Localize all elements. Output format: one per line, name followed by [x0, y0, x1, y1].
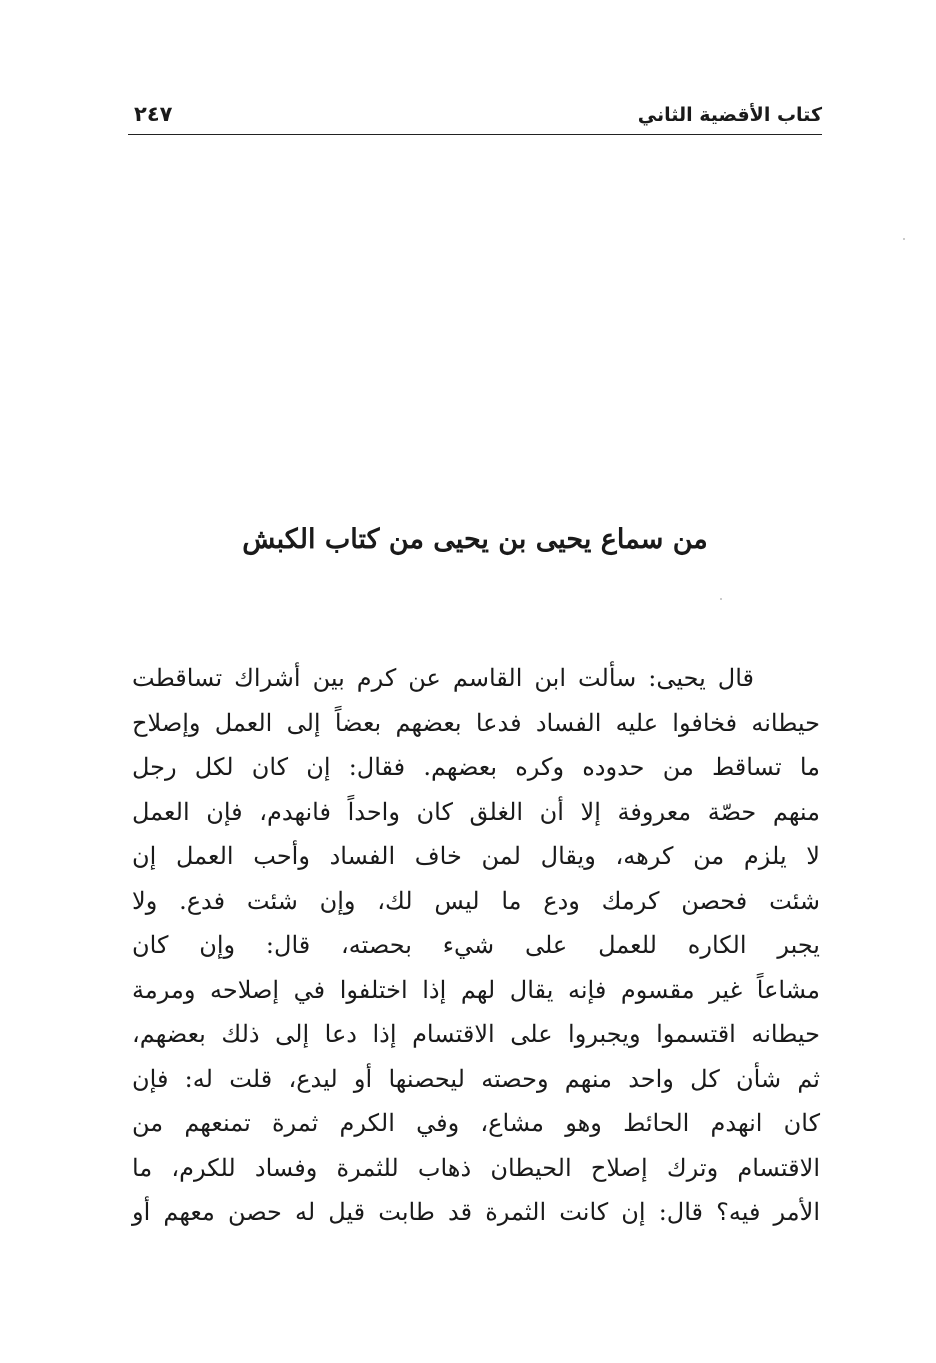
text-line: يجبر الكاره للعمل على شيء بحصته، قال: وإن كان [132, 931, 820, 959]
running-title: كتاب الأقضية الثاني [637, 104, 822, 126]
scan-speck [903, 238, 905, 240]
body-text [132, 656, 820, 1235]
text-line: حيطانه فخافوا عليه الفساد فدعا بعضهم بعضاً إلى العمل وإصلاح [132, 708, 820, 737]
text-line: لا يلزم من كرهه، ويقال لمن خاف الفساد وأحب العمل إن [132, 842, 820, 870]
text-line: قال يحيى: سألت ابن القاسم عن كرم بين أشراك تساقطت [132, 664, 754, 692]
page-header [128, 100, 822, 135]
section-title: من سماع يحيى بن يحيى من كتاب الكبش [242, 524, 708, 555]
text-line: منهم حصّة معروفة إلا أن الغلق كان واحداً فانهدم، فإن العمل [132, 797, 820, 826]
text-line: حيطانه اقتسموا ويجبروا على الاقتسام إذا دعا إلى ذلك بعضهم، [132, 1020, 820, 1048]
text-line: كان انهدم الحائط وهو مشاع، وفي الكرم ثمرة تمنعهم من [132, 1109, 821, 1137]
text-line: الاقتسام وترك إصلاح الحيطان ذهاب للثمرة وفساد للكرم، ما [132, 1153, 820, 1182]
text-line: شئت فحصن كرمك ودع ما ليس لك، وإن شئت فدع. ولا [132, 886, 820, 915]
text-line: ما تساقط من حدوده وكره بعضهم. فقال: إن كان لكل رجل [132, 753, 820, 781]
page-number: ٢٤٧ [134, 102, 173, 126]
text-line: الأمر فيه؟ قال: إن كانت الثمرة قد طابت قيل له حصن معهم أو [132, 1198, 820, 1226]
scan-speck [720, 598, 722, 600]
text-line: ثم شأن كل واحد منهم وحصته ليحصنها أو ليدع، قلت له: فإن [132, 1064, 820, 1093]
text-line: مشاعاً غير مقسوم فإنه يقال لهم إذا اختلفوا في إصلاحه ومرمة [132, 975, 820, 1004]
